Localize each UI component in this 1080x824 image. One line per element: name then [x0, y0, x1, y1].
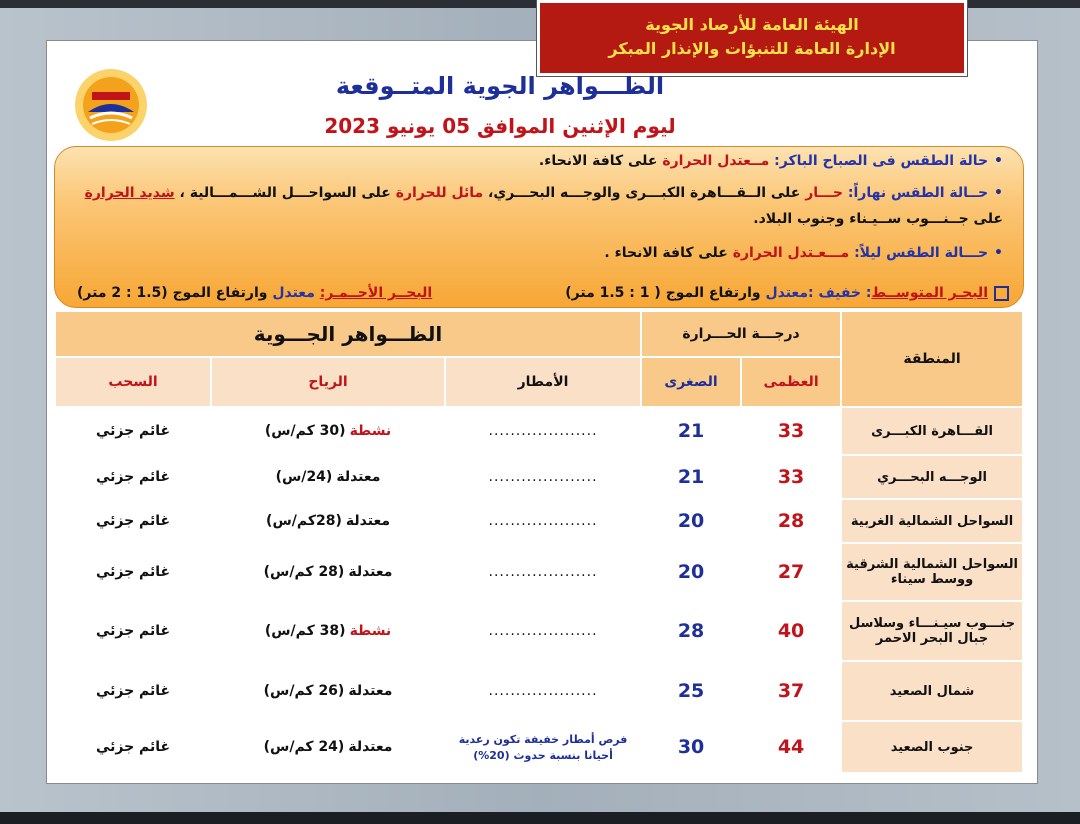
cell-max-temp: 28 — [741, 499, 841, 543]
cell-max-temp: 33 — [741, 407, 841, 455]
cell-clouds: غائم جزئي — [55, 543, 211, 601]
cell-clouds: غائم جزئي — [55, 499, 211, 543]
wind-strength: معتدلة — [336, 469, 381, 485]
rain-value: .................... — [488, 564, 598, 580]
cell-region: السواحل الشمالية الشرقية ووسط سيناء — [841, 543, 1023, 601]
header-phenomena: الظـــواهر الجـــوية — [55, 311, 641, 357]
wind-strength: معتدلة — [348, 739, 393, 755]
cell-rain — [445, 499, 641, 543]
cell-max-temp: 40 — [741, 601, 841, 661]
wind-speed: (28 كم/س) — [263, 564, 345, 580]
wind-speed: (38 كم/س) — [264, 623, 346, 639]
cell-max-temp: 37 — [741, 661, 841, 721]
cell-wind — [211, 407, 445, 455]
org-line-1: الهيئة العامة للأرصاد الجوية — [645, 15, 859, 34]
cell-clouds: غائم جزئي — [55, 601, 211, 661]
cell-min-temp: 21 — [641, 455, 741, 499]
rain-value: .................... — [488, 469, 598, 485]
cell-wind — [211, 543, 445, 601]
rain-value: .................... — [488, 623, 598, 639]
weather-summary-panel — [54, 146, 1024, 308]
header-temp: درجـــة الحـــرارة — [641, 311, 841, 357]
wind-strength: معتدلة — [348, 564, 393, 580]
cell-min-temp: 25 — [641, 661, 741, 721]
wind-speed: (26 كم/س) — [263, 683, 345, 699]
table-row — [55, 721, 1023, 773]
table-body — [55, 407, 1023, 773]
wind-strength: نشطة — [349, 623, 392, 639]
table-row — [55, 661, 1023, 721]
header-rain: الأمطار — [445, 357, 641, 407]
cell-wind — [211, 455, 445, 499]
summary-morning: •حالة الطقس فى الصباح الباكر: مــعتدل الحرارة على كافة الانحاء. — [538, 153, 1003, 169]
ema-logo-icon — [72, 66, 150, 144]
summary-day: •حــالة الطقس نهاراً: حـــار على الــقـــاهرة الكبـــرى والوجـــه البحـــري، مائل للحرارة على السواحـــل الشـــمـــالية ، شديد الحرارة — [84, 185, 1003, 201]
page-title: الظـــواهر الجوية المتــوقعة — [335, 72, 665, 100]
cell-clouds: غائم جزئي — [55, 721, 211, 773]
org-line-2: الإدارة العامة للتنبؤات والإنذار المبكر — [608, 39, 896, 58]
cell-rain — [445, 455, 641, 499]
checkbox-icon — [994, 286, 1009, 301]
bullet-icon: • — [994, 245, 1003, 261]
header-clouds: السحب — [55, 357, 211, 407]
header-wind: الرياح — [211, 357, 445, 407]
wind-speed: (28كم/س) — [266, 513, 342, 529]
summary-day-line2: على جــنـــوب ســيـناء وجنوب البلاد. — [753, 211, 1003, 227]
summary-night: •حـــالة الطقس ليلاً: مـــعـتدل الحرارة على كافة الانحاء . — [604, 245, 1003, 261]
cell-max-temp: 44 — [741, 721, 841, 773]
cell-rain — [445, 661, 641, 721]
cell-region: جنوب الصعيد — [841, 721, 1023, 773]
organization-banner — [537, 0, 967, 76]
cell-wind — [211, 601, 445, 661]
table-row — [55, 407, 1023, 455]
wind-strength: نشطة — [349, 423, 392, 439]
cell-region: جنـــوب سيـنـــاء وسلاسل جبال البحر الاحمر — [841, 601, 1023, 661]
bullet-icon: • — [994, 153, 1003, 169]
table-row — [55, 543, 1023, 601]
cell-rain — [445, 543, 641, 601]
cell-region: السواحل الشمالية الغربية — [841, 499, 1023, 543]
rain-value: .................... — [488, 423, 598, 439]
cell-clouds: غائم جزئي — [55, 407, 211, 455]
table-row — [55, 455, 1023, 499]
cell-clouds: غائم جزئي — [55, 661, 211, 721]
wind-strength: معتدلة — [345, 513, 391, 529]
cell-max-temp: 33 — [741, 455, 841, 499]
cell-rain — [445, 407, 641, 455]
cell-wind — [211, 499, 445, 543]
cell-min-temp: 20 — [641, 499, 741, 543]
sea-mediterranean: البحـر المتوســط: خفيف :معتدل وارتفاع الموج ( 1 : 1.5 متر) — [565, 285, 1009, 301]
cell-region: الوجـــه البحـــري — [841, 455, 1023, 499]
cell-wind — [211, 661, 445, 721]
rain-value: فرص أمطار خفيفة تكون رعدية أحيانا بنسبة حدوث (20%) — [458, 733, 628, 762]
rain-value: .................... — [488, 683, 598, 699]
cell-min-temp: 30 — [641, 721, 741, 773]
cell-wind — [211, 721, 445, 773]
cell-rain — [445, 721, 641, 773]
header-max: العظمى — [741, 357, 841, 407]
table-header-row — [55, 311, 1023, 357]
cell-max-temp: 27 — [741, 543, 841, 601]
forecast-date: ليوم الإثنين الموافق 05 يونيو 2023 — [324, 114, 676, 138]
cell-region: القـــاهرة الكبـــرى — [841, 407, 1023, 455]
cell-rain — [445, 601, 641, 661]
bullet-icon: • — [994, 185, 1003, 201]
screen-bottom-band — [0, 812, 1080, 824]
wind-speed: (24/س) — [275, 469, 333, 485]
cell-min-temp: 20 — [641, 543, 741, 601]
cell-min-temp: 28 — [641, 601, 741, 661]
header-region: المنطقة — [841, 311, 1023, 407]
wind-speed: (30 كم/س) — [264, 423, 346, 439]
cell-clouds: غائم جزئي — [55, 455, 211, 499]
table-row — [55, 601, 1023, 661]
wind-strength: معتدلة — [348, 683, 393, 699]
cell-min-temp: 21 — [641, 407, 741, 455]
header-min: الصغرى — [641, 357, 741, 407]
sea-red-sea: البحــر الأحــمـر: معتدل وارتفاع الموج (1.5 : 2 متر) — [77, 285, 433, 301]
wind-speed: (24 كم/س) — [263, 739, 345, 755]
cell-region: شمال الصعيد — [841, 661, 1023, 721]
forecast-table — [54, 310, 1024, 774]
table-row — [55, 499, 1023, 543]
rain-value: .................... — [488, 513, 598, 529]
